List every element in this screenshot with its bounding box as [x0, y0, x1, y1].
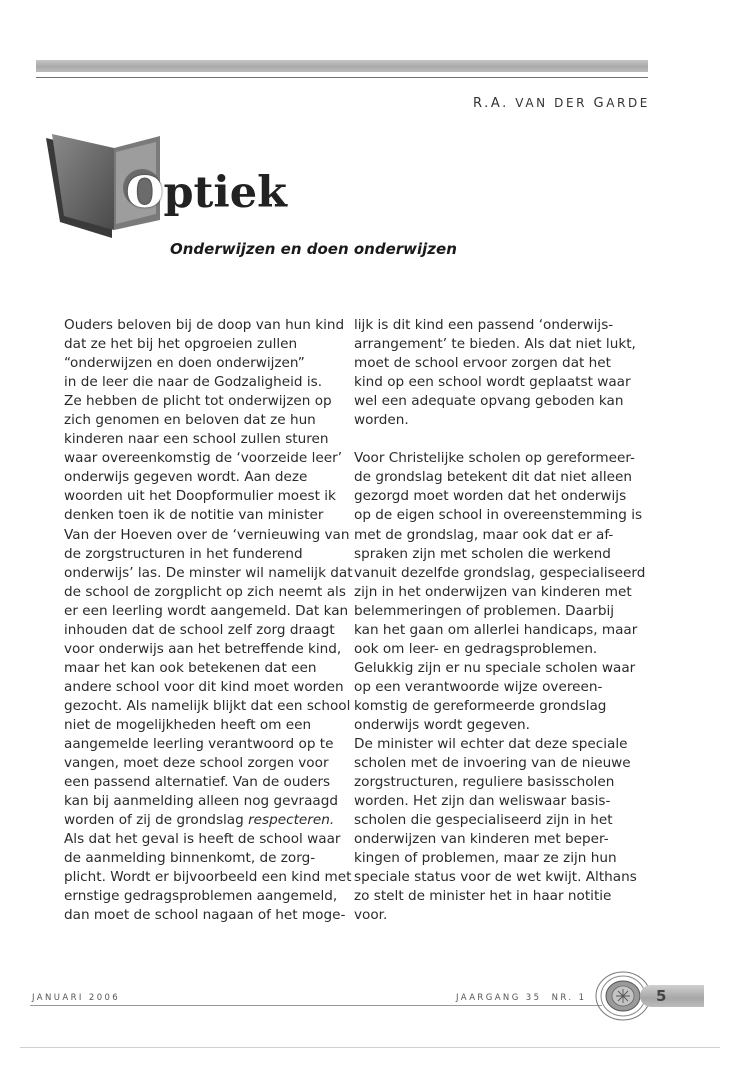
- text-line: vangen, moet deze school zorgen voor: [64, 755, 329, 772]
- text-line: zijn in het onderwijzen van kinderen met: [354, 583, 632, 600]
- page-number-tab: [640, 985, 704, 1007]
- text-line: zich genomen en beloven dat ze hun: [64, 412, 316, 429]
- text-line: kind op een school wordt geplaatst waar: [354, 374, 631, 391]
- text-line: de school de zorgplicht op zich neemt als: [64, 583, 346, 600]
- text-line: waar overeenkomstig de ‘voorzeide leer’: [64, 450, 343, 467]
- text-line: gezorgd moet worden dat het onderwijs: [354, 488, 627, 505]
- page-bottom-rule: [20, 1047, 720, 1048]
- text-line: voor onderwijs aan het betreffende kind,: [64, 640, 342, 657]
- text-line: kan bij aanmelding alleen nog gevraagd: [64, 793, 339, 810]
- text-line: woorden uit het Doopformulier moest ik: [64, 488, 336, 505]
- text-line: komstig de gereformeerde grondslag: [354, 697, 607, 714]
- header-rule: [36, 77, 648, 78]
- text-line: andere school voor dit kind moet worden: [64, 678, 344, 695]
- text-line: Voor Christelijke scholen op gereformeer-: [354, 450, 635, 467]
- text-line: spraken zijn met scholen die werkend: [354, 545, 611, 562]
- text-line: worden.: [354, 412, 409, 429]
- text-line: ook om leer- en gedragsproblemen.: [354, 640, 598, 657]
- text-line: zorgstructuren, reguliere basisscholen: [354, 774, 615, 791]
- text-line: kinderen naar een school zullen sturen: [64, 431, 329, 448]
- text-line: Als dat het geval is heeft de school waar: [64, 831, 341, 848]
- text-line: aangemelde leerling verantwoord op te: [64, 736, 334, 753]
- text-line: scholen die gespecialiseerd zijn in het: [354, 812, 613, 829]
- text-line: een passend alternatief. Van de ouders: [64, 774, 331, 791]
- text-line: “onderwijzen en doen onderwijzen”: [64, 355, 305, 372]
- text-line: belemmeringen of problemen. Daarbij: [354, 602, 615, 619]
- article-subtitle: Onderwijzen en doen onderwijzen: [170, 240, 457, 258]
- text-line: met de grondslag, maar ook dat er af-: [354, 526, 614, 543]
- text-line: worden of zij de grondslag respecteren.: [64, 812, 335, 829]
- text-line: maar het kan ook betekenen dat een: [64, 659, 317, 676]
- header-band: [36, 60, 648, 72]
- article-column-left: [64, 316, 353, 926]
- text-line: ernstige gedragsproblemen aangemeld,: [64, 888, 338, 905]
- text-line: De minister wil echter dat deze speciale: [354, 736, 628, 753]
- text-line: kingen of problemen, maar ze zijn hun: [354, 850, 617, 867]
- article-column-right: [354, 316, 654, 926]
- text-line: onderwijzen van kinderen met beper-: [354, 831, 609, 848]
- text-line: Ouders beloven bij de doop van hun kind: [64, 317, 345, 333]
- author-name: R.A. VAN DER GARDE: [472, 96, 650, 111]
- text-line: denken toen ik de notitie van minister: [64, 507, 324, 524]
- text-line: op een verantwoorde wijze overeen-: [354, 678, 603, 695]
- column-logo: Optiek: [126, 168, 287, 218]
- text-line: lijk is dit kind een passend ‘onderwijs-: [354, 317, 614, 333]
- page-number: 5: [656, 987, 667, 1005]
- footer-date: JANUARI 2006: [32, 993, 121, 1003]
- text-line: dat ze het bij het opgroeien zullen: [64, 336, 298, 353]
- text-line: kan het gaan om allerlei handicaps, maar: [354, 621, 638, 638]
- footer-issue: JAARGANG 35 NR. 1: [456, 993, 587, 1003]
- text-line: de zorgstructuren in het funderend: [64, 545, 303, 562]
- text-line: plicht. Wordt er bijvoorbeeld een kind met: [64, 869, 352, 886]
- text-line: scholen met de invoering van de nieuwe: [354, 755, 631, 772]
- text-line: zo stelt de minister het in haar notitie: [354, 888, 612, 905]
- text-line: Ze hebben de plicht tot onderwijzen op: [64, 393, 332, 410]
- footer-rule: [30, 1005, 602, 1006]
- text-line: gezocht. Als namelijk blijkt dat een school: [64, 697, 351, 714]
- text-line: wel een adequate opvang geboden kan: [354, 393, 624, 410]
- text-line: Van der Hoeven over de ‘vernieuwing van: [64, 526, 350, 543]
- text-line: voor.: [354, 907, 388, 924]
- text-line: de aanmelding binnenkomt, de zorg-: [64, 850, 316, 867]
- text-line: worden. Het zijn dan weliswaar basis-: [354, 793, 611, 810]
- text-line: in de leer die naar de Godzaligheid is.: [64, 374, 323, 391]
- text-line: onderwijs wordt gegeven.: [354, 716, 530, 733]
- text-line: de grondslag betekent dit dat niet alleen: [354, 469, 632, 486]
- text-line: er een leerling wordt aangemeld. Dat kan: [64, 602, 349, 619]
- text-line: vanuit dezelfde grondslag, gespecialiseerd: [354, 564, 646, 581]
- paragraph-gap: [354, 430, 654, 449]
- text-line: dan moet de school nagaan of het moge-: [64, 907, 346, 924]
- text-line: arrangement’ te bieden. Als dat niet lukt,: [354, 336, 636, 353]
- text-line: moet de school ervoor zorgen dat het: [354, 355, 611, 372]
- text-line: inhouden dat de school zelf zorg draagt: [64, 621, 335, 638]
- italic-word: respecteren.: [248, 812, 335, 829]
- text-line: niet de mogelijkheden heeft om een: [64, 716, 312, 733]
- text-line: op de eigen school in overeenstemming is: [354, 507, 643, 524]
- text-line: onderwijs’ las. De minster wil namelijk dat: [64, 564, 353, 581]
- text-line: Gelukkig zijn er nu speciale scholen waar: [354, 659, 636, 676]
- text-line: speciale status voor de wet kwijt. Althans: [354, 869, 637, 886]
- text-line: onderwijs gegeven wordt. Aan deze: [64, 469, 308, 486]
